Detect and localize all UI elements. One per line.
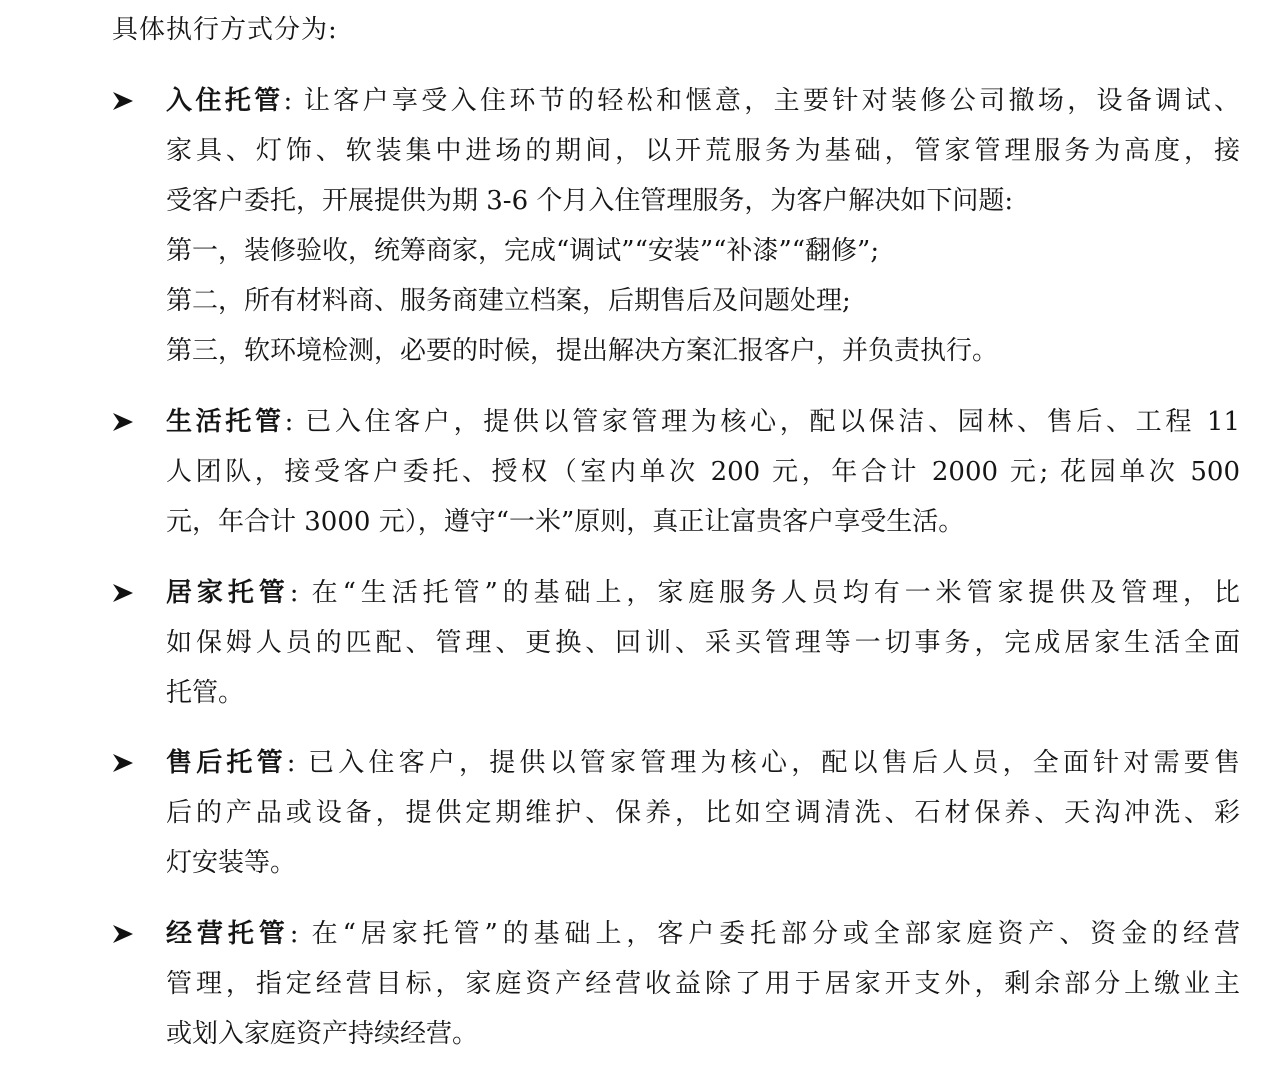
bullet-line: 第三，软环境检测，必要的时候，提出解决方案汇报客户，并负责执行。 [166, 336, 999, 366]
bullet-label: 售后托管 [166, 748, 287, 778]
bullet-first-line [166, 738, 1240, 788]
bullet-first-line-text: : 让客户享受入住环节的轻松和惬意，主要针对装修公司撤场，设备调试、 [283, 86, 1240, 116]
bullet-line: 如保姆人员的匹配、管理、更换、回训、采买管理等一切事务，完成居家生活全面 [166, 628, 1240, 658]
bullet-content [166, 568, 1240, 718]
bullet-first-line [166, 397, 1240, 447]
bullet-first-line [166, 909, 1240, 959]
arrow-bullet-icon [112, 76, 138, 126]
bullet-content [166, 909, 1240, 1059]
bullet-label: 生活托管 [166, 407, 285, 437]
bullet-first-line-text: : 已入住客户，提供以管家管理为核心，配以售后人员，全面针对需要售 [286, 748, 1240, 778]
bullet-line: 第二，所有材料商、服务商建立档案，后期售后及问题处理; [166, 286, 851, 316]
arrow-bullet-icon [112, 738, 138, 788]
arrow-bullet-icon [112, 909, 138, 959]
section-heading: 具体执行方式分为: [112, 15, 338, 45]
bullet-content [166, 76, 1240, 376]
bullet-line: 人团队，接受客户委托、授权（室内单次 200 元，年合计 2000 元; 花园单次 500 [166, 457, 1240, 487]
bullet-first-line [166, 76, 1240, 126]
bullet-first-line [166, 568, 1240, 618]
bullet-line: 元，年合计 3000 元），遵守“一米”原则，真正让富贵客户享受生活。 [166, 507, 965, 537]
bullet-line: 受客户委托，开展提供为期 3-6 个月入住管理服务，为客户解决如下问题: [166, 186, 1014, 216]
arrow-bullet-icon [112, 397, 138, 447]
bullet-line: 家具、灯饰、软装集中进场的期间，以开荒服务为基础，管家管理服务为高度，接 [166, 136, 1240, 166]
bullet-first-line-text: : 在“居家托管”的基础上，客户委托部分或全部家庭资产、资金的经营 [289, 919, 1240, 949]
bullet-line: 后的产品或设备，提供定期维护、保养，比如空调清洗、石材保养、天沟冲洗、彩 [166, 798, 1240, 828]
bullet-first-line-text: : 在“生活托管”的基础上，家庭服务人员均有一米管家提供及管理，比 [289, 578, 1240, 608]
bullet-label: 居家托管 [166, 578, 290, 608]
bullet-line: 管理，指定经营目标，家庭资产经营收益除了用于居家开支外，剩余部分上缴业主 [166, 969, 1240, 999]
bullet-label: 经营托管 [166, 919, 290, 949]
bullet-content [166, 397, 1240, 547]
bullet-first-line-text: : 已入住客户，提供以管家管理为核心，配以保洁、园林、售后、工程 11 [284, 407, 1240, 437]
bullet-line: 灯安装等。 [166, 848, 297, 878]
bullet-line: 第一，装修验收，统筹商家，完成“调试”“安装”“补漆”“翻修”; [166, 236, 880, 266]
arrow-bullet-icon [112, 568, 138, 618]
bullet-content [166, 738, 1240, 888]
bullet-line: 或划入家庭资产持续经营。 [166, 1019, 479, 1049]
bullet-label: 入住托管 [166, 86, 284, 116]
bullet-line: 托管。 [166, 678, 245, 708]
